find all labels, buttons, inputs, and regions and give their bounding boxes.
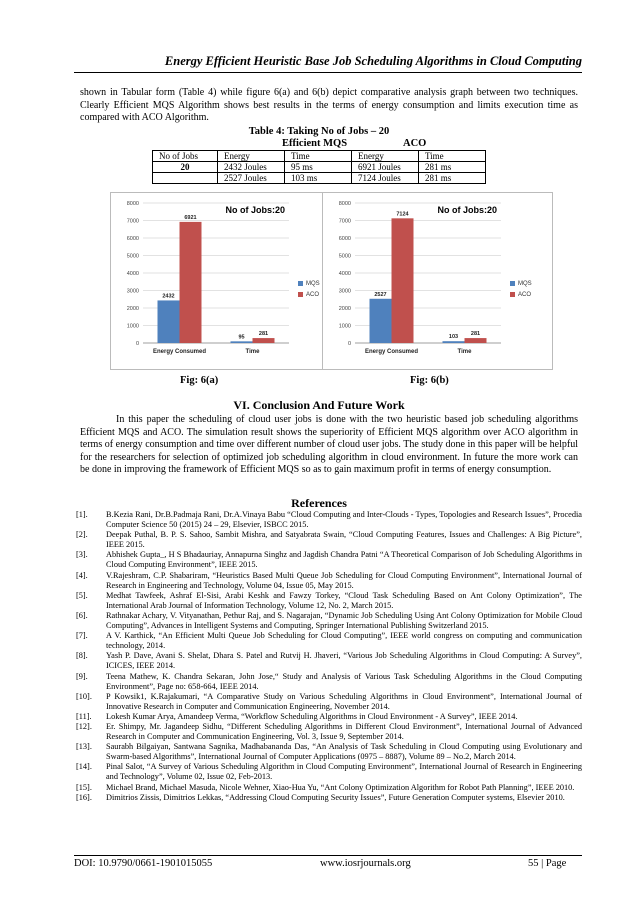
reference-number: [7]. (76, 631, 88, 641)
chart-6a (110, 192, 341, 370)
data-label: 2432 (162, 293, 175, 300)
reference-text: Lokesh Kumar Arya, Amandeep Verma, “Workflow Scheduling Algorithms in Cloud Environment - A Survey”, IEEE 2014. (106, 711, 518, 721)
legend-swatch (510, 292, 515, 297)
footer-doi: DOI: 10.9790/0661-1901015055 (74, 858, 213, 869)
jobs-table (152, 150, 486, 184)
table-cell: 103 ms (285, 173, 352, 184)
y-tick-label: 8000 (126, 201, 139, 207)
table-cell: 281 ms (419, 173, 486, 184)
running-header: Energy Efficient Heuristic Base Job Scheduling Algorithms in Cloud Computing (164, 54, 582, 68)
x-tick-label: Energy Consumed (152, 349, 207, 355)
data-label: 281 (258, 331, 269, 338)
reference-text: Deepak Puthal, B. P. S. Sahoo, Sambit Mishra, and Satyabrata Swain, “Cloud Computing Features, Issues and Challenges: A Big Picture”, IEEE 2015. (106, 530, 582, 550)
reference-number: [10]. (76, 691, 92, 701)
reference-item (76, 571, 582, 591)
table-cell: 95 ms (285, 162, 352, 173)
y-tick-label: 3000 (126, 288, 139, 295)
reference-item (76, 651, 582, 671)
reference-text: Michael Brand, Michael Masuda, Nicole Wehner, Xiao-Hua Yu, “Ant Colony Optimization Algorithm for Robot Path Planning”, IEEE 2010. (106, 782, 575, 792)
reference-item (76, 793, 582, 803)
legend-label: ACO (518, 292, 532, 298)
reference-number: [6]. (76, 610, 88, 620)
reference-number: [12]. (76, 721, 92, 731)
x-tick-label: Time (245, 349, 260, 355)
y-tick-label: 2000 (338, 306, 351, 312)
reference-item (76, 591, 582, 611)
table-title: Table 4: Taking No of Jobs – 20 (248, 126, 390, 137)
y-tick-label: 0 (347, 341, 351, 347)
table-group-right: ACO (403, 138, 427, 149)
footer-site: www.iosrjournals.org (320, 858, 411, 869)
legend-label: MQS (306, 281, 320, 287)
data-label: 281 (470, 331, 481, 338)
reference-number: [11]. (76, 711, 92, 721)
y-tick-label: 4000 (338, 271, 351, 277)
y-tick-label: 6000 (126, 236, 139, 242)
y-tick-label: 7000 (338, 218, 351, 225)
reference-number: [14]. (76, 762, 92, 772)
table-cell: 2527 Joules (218, 173, 285, 184)
reference-item (76, 550, 582, 570)
legend-swatch (298, 292, 303, 297)
bar-mqs (370, 299, 392, 343)
figure-caption-a: Fig: 6(a) (180, 375, 219, 386)
data-label: 95 (238, 334, 245, 341)
reference-number: [5]. (76, 590, 88, 600)
bar-mqs (158, 300, 180, 343)
references-heading: References (291, 496, 347, 510)
table-cell: 2432 Joules (218, 162, 285, 173)
y-tick-label: 5000 (338, 253, 351, 260)
legend-label: ACO (306, 292, 320, 298)
reference-text: Abhishek Gupta_, H S Bhadauriay, Annapurna Singhz and Jagdish Chandra Patni “A Theoretical Comparison of Job Scheduling Algorithms in Cloud Computing Environment”, IEEE 2015. (106, 550, 582, 570)
reference-text: Er. Shimpy, Mr. Jagandeep Sidhu, “Different Scheduling Algorithms in Different Cloud Environment”, International Journal of Advanced Research in Computer and Communication Engineering, Vol. 3, Issue 9, September 2014. (106, 721, 582, 742)
chart-title: No of Jobs:20 (225, 205, 285, 215)
reference-text: P Kowsik1, K.Rajakumari, “A Comparative Study on Various Scheduling Algorithms in Cloud Environment”, International Journal of Innovative Research in Computer and Communication Engineering, November 2014. (106, 691, 582, 711)
data-label: 2527 (374, 291, 387, 298)
conclusion-heading: VI. Conclusion And Future Work (233, 398, 405, 412)
chart-6b (322, 192, 553, 370)
table-header-cell: Energy (218, 151, 285, 162)
reference-item (76, 672, 582, 692)
reference-text: A V. Karthick, “An Efficient Multi Queue Job Scheduling for Cloud Computing”, IEEE world congress on computing and communication technology, 2014. (106, 631, 582, 651)
y-tick-label: 1000 (126, 323, 139, 330)
bar-mqs (231, 341, 253, 343)
reference-item (76, 783, 582, 793)
reference-number: [8]. (76, 651, 88, 661)
footer-rule (74, 855, 582, 856)
reference-number: [2]. (76, 530, 88, 540)
reference-text: B.Kezia Rani, Dr.B.Padmaja Rani, Dr.A.Vinaya Babu “Cloud Computing and Inter-Clouds - Types, Topologies and Research Issues”, Procedia Computer Science 50 (2015) 24 – 29, Elsevier, ISBCC 2015. (106, 510, 582, 530)
table-row (153, 162, 486, 173)
bar-mqs (443, 341, 465, 343)
reference-item (76, 762, 582, 782)
reference-number: [13]. (76, 742, 92, 752)
bar-aco (392, 218, 414, 343)
table-cell: 7124 Joules (352, 173, 419, 184)
y-tick-label: 7000 (126, 218, 139, 225)
reference-number: [4]. (76, 570, 88, 580)
conclusion-paragraph: In this paper the scheduling of cloud user jobs is done with the two heuristic based job scheduling algorithms Efficient MQS and ACO. The simulation result shows the superiority of Efficient MQS algorithm over ACO algorithm in terms of energy consumption and time over different number of cloud user jobs. The study done in this paper will be helpful for the researchers for selection of optimized job scheduling algorithm in cloud environment. In future the more work can be done in improving the framework of Efficient MQS so as to gain maximum profit in terms of energy consumption. (80, 414, 578, 476)
reference-text: Rathnakar Achary, V. Vityanathan, Pethur Raj, and S. Nagarajan, “Dynamic Job Scheduling Using Ant Colony Optimization for Mobile Cloud Computing”, Advances in Intelligent Systems and Computing, Springer International Publishing Switzerland 2015. (106, 610, 582, 631)
table-cell: 6921 Joules (352, 162, 419, 173)
reference-number: [1]. (76, 510, 88, 519)
table-header-cell: No of Jobs (153, 151, 218, 162)
data-label: 7124 (396, 211, 409, 218)
table-header-cell: Time (419, 151, 486, 162)
reference-item (76, 611, 582, 631)
table-header-cell: Energy (352, 151, 419, 162)
reference-number: [15]. (76, 782, 92, 792)
legend-swatch (510, 281, 515, 286)
table-cell (153, 173, 218, 184)
data-label: 103 (448, 334, 459, 341)
reference-text: Yash P. Dave, Avani S. Shelat, Dhara S. Patel and Rutvij H. Jhaveri, “Various Job Scheduling Algorithms in Cloud Computing: A Survey”, ICICES, IEEE 2014. (106, 651, 582, 671)
y-tick-label: 0 (135, 341, 139, 347)
y-tick-label: 1000 (338, 323, 351, 330)
table-row (153, 173, 486, 184)
table-group-left: Efficient MQS (282, 138, 348, 149)
table-header-cell: Time (285, 151, 352, 162)
table-cell: 281 ms (419, 162, 486, 173)
intro-paragraph: shown in Tabular form (Table 4) while figure 6(a) and 6(b) depict comparative analysis graph between two techniques. Clearly Efficient MQS Algorithm shows best results in the terms of energy consumption and limits execution time as compared with ACO Algorithm. (80, 87, 578, 124)
reference-item (76, 510, 582, 530)
y-tick-label: 3000 (338, 288, 351, 295)
reference-text: Medhat Tawfeek, Ashraf El-Sisi, Arabi Keshk and Fawzy Torkey, “Cloud Task Scheduling Based on Ant Colony Optimization”, The International Arab Journal of Information Technology, Volume 12, No. 2, March 2015. (106, 590, 582, 610)
reference-text: Saurabh Bilgaiyan, Santwana Sagnika, Madhabananda Das, “An Analysis of Task Scheduling in Cloud Computing using Evolutionary and Swarm-based Algorithms”, International Journal of Computer Applications (0975 – 8887), Volume 89 – No.2, March 2014. (106, 742, 582, 762)
chart-6b-svg (323, 193, 552, 369)
reference-item (76, 712, 582, 722)
reference-text: V.Rajeshram, C.P. Shabariram, “Heuristics Based Multi Queue Job Scheduling for Cloud Computing Environment”, International Journal of Research in Engineering and Technology, Volume 04, Issue 05, May 2015. (106, 570, 582, 590)
reference-text: Pinal Salot, “A Survey of Various Scheduling Algorithm in Cloud Computing Environment”, International Journal of Research in Engineering and Technology”, Volume 02, Issue 02, Feb-2013. (106, 762, 582, 782)
reference-item (76, 530, 582, 550)
reference-item (76, 631, 582, 651)
y-tick-label: 8000 (338, 201, 351, 207)
reference-item (76, 722, 582, 742)
y-tick-label: 2000 (126, 306, 139, 312)
reference-item (76, 742, 582, 762)
chart-6a-svg (111, 193, 340, 369)
table-cell: 20 (153, 162, 218, 173)
figure-caption-b: Fig: 6(b) (410, 375, 449, 386)
bar-aco (180, 222, 202, 343)
legend-label: MQS (518, 281, 532, 287)
reference-text: Dimitrios Zissis, Dimitrios Lekkas, “Addressing Cloud Computing Security Issues”, Future Generation Computer systems, Elsevier 2010. (106, 792, 565, 802)
table-header-row (153, 151, 486, 162)
bar-aco (465, 338, 487, 343)
x-tick-label: Energy Consumed (364, 349, 419, 355)
data-label: 6921 (184, 214, 197, 221)
reference-text: Teena Mathew, K. Chandra Sekaran, John Jose,“ Study and Analysis of Various Task Scheduling Algorithms in the Cloud Computing Environment”, Page no: 658-664, IEEE 2014. (106, 671, 582, 691)
references-list (76, 510, 582, 803)
bar-aco (253, 338, 275, 343)
legend-swatch (298, 281, 303, 286)
reference-number: [16]. (76, 792, 92, 802)
reference-item (76, 692, 582, 712)
y-tick-label: 5000 (126, 253, 139, 260)
header-rule (74, 72, 582, 73)
reference-number: [9]. (76, 671, 88, 681)
footer-page: 55 | Page (528, 858, 567, 869)
chart-title: No of Jobs:20 (437, 205, 497, 215)
reference-number: [3]. (76, 550, 88, 560)
y-tick-label: 4000 (126, 271, 139, 277)
y-tick-label: 6000 (338, 236, 351, 242)
x-tick-label: Time (457, 349, 472, 355)
